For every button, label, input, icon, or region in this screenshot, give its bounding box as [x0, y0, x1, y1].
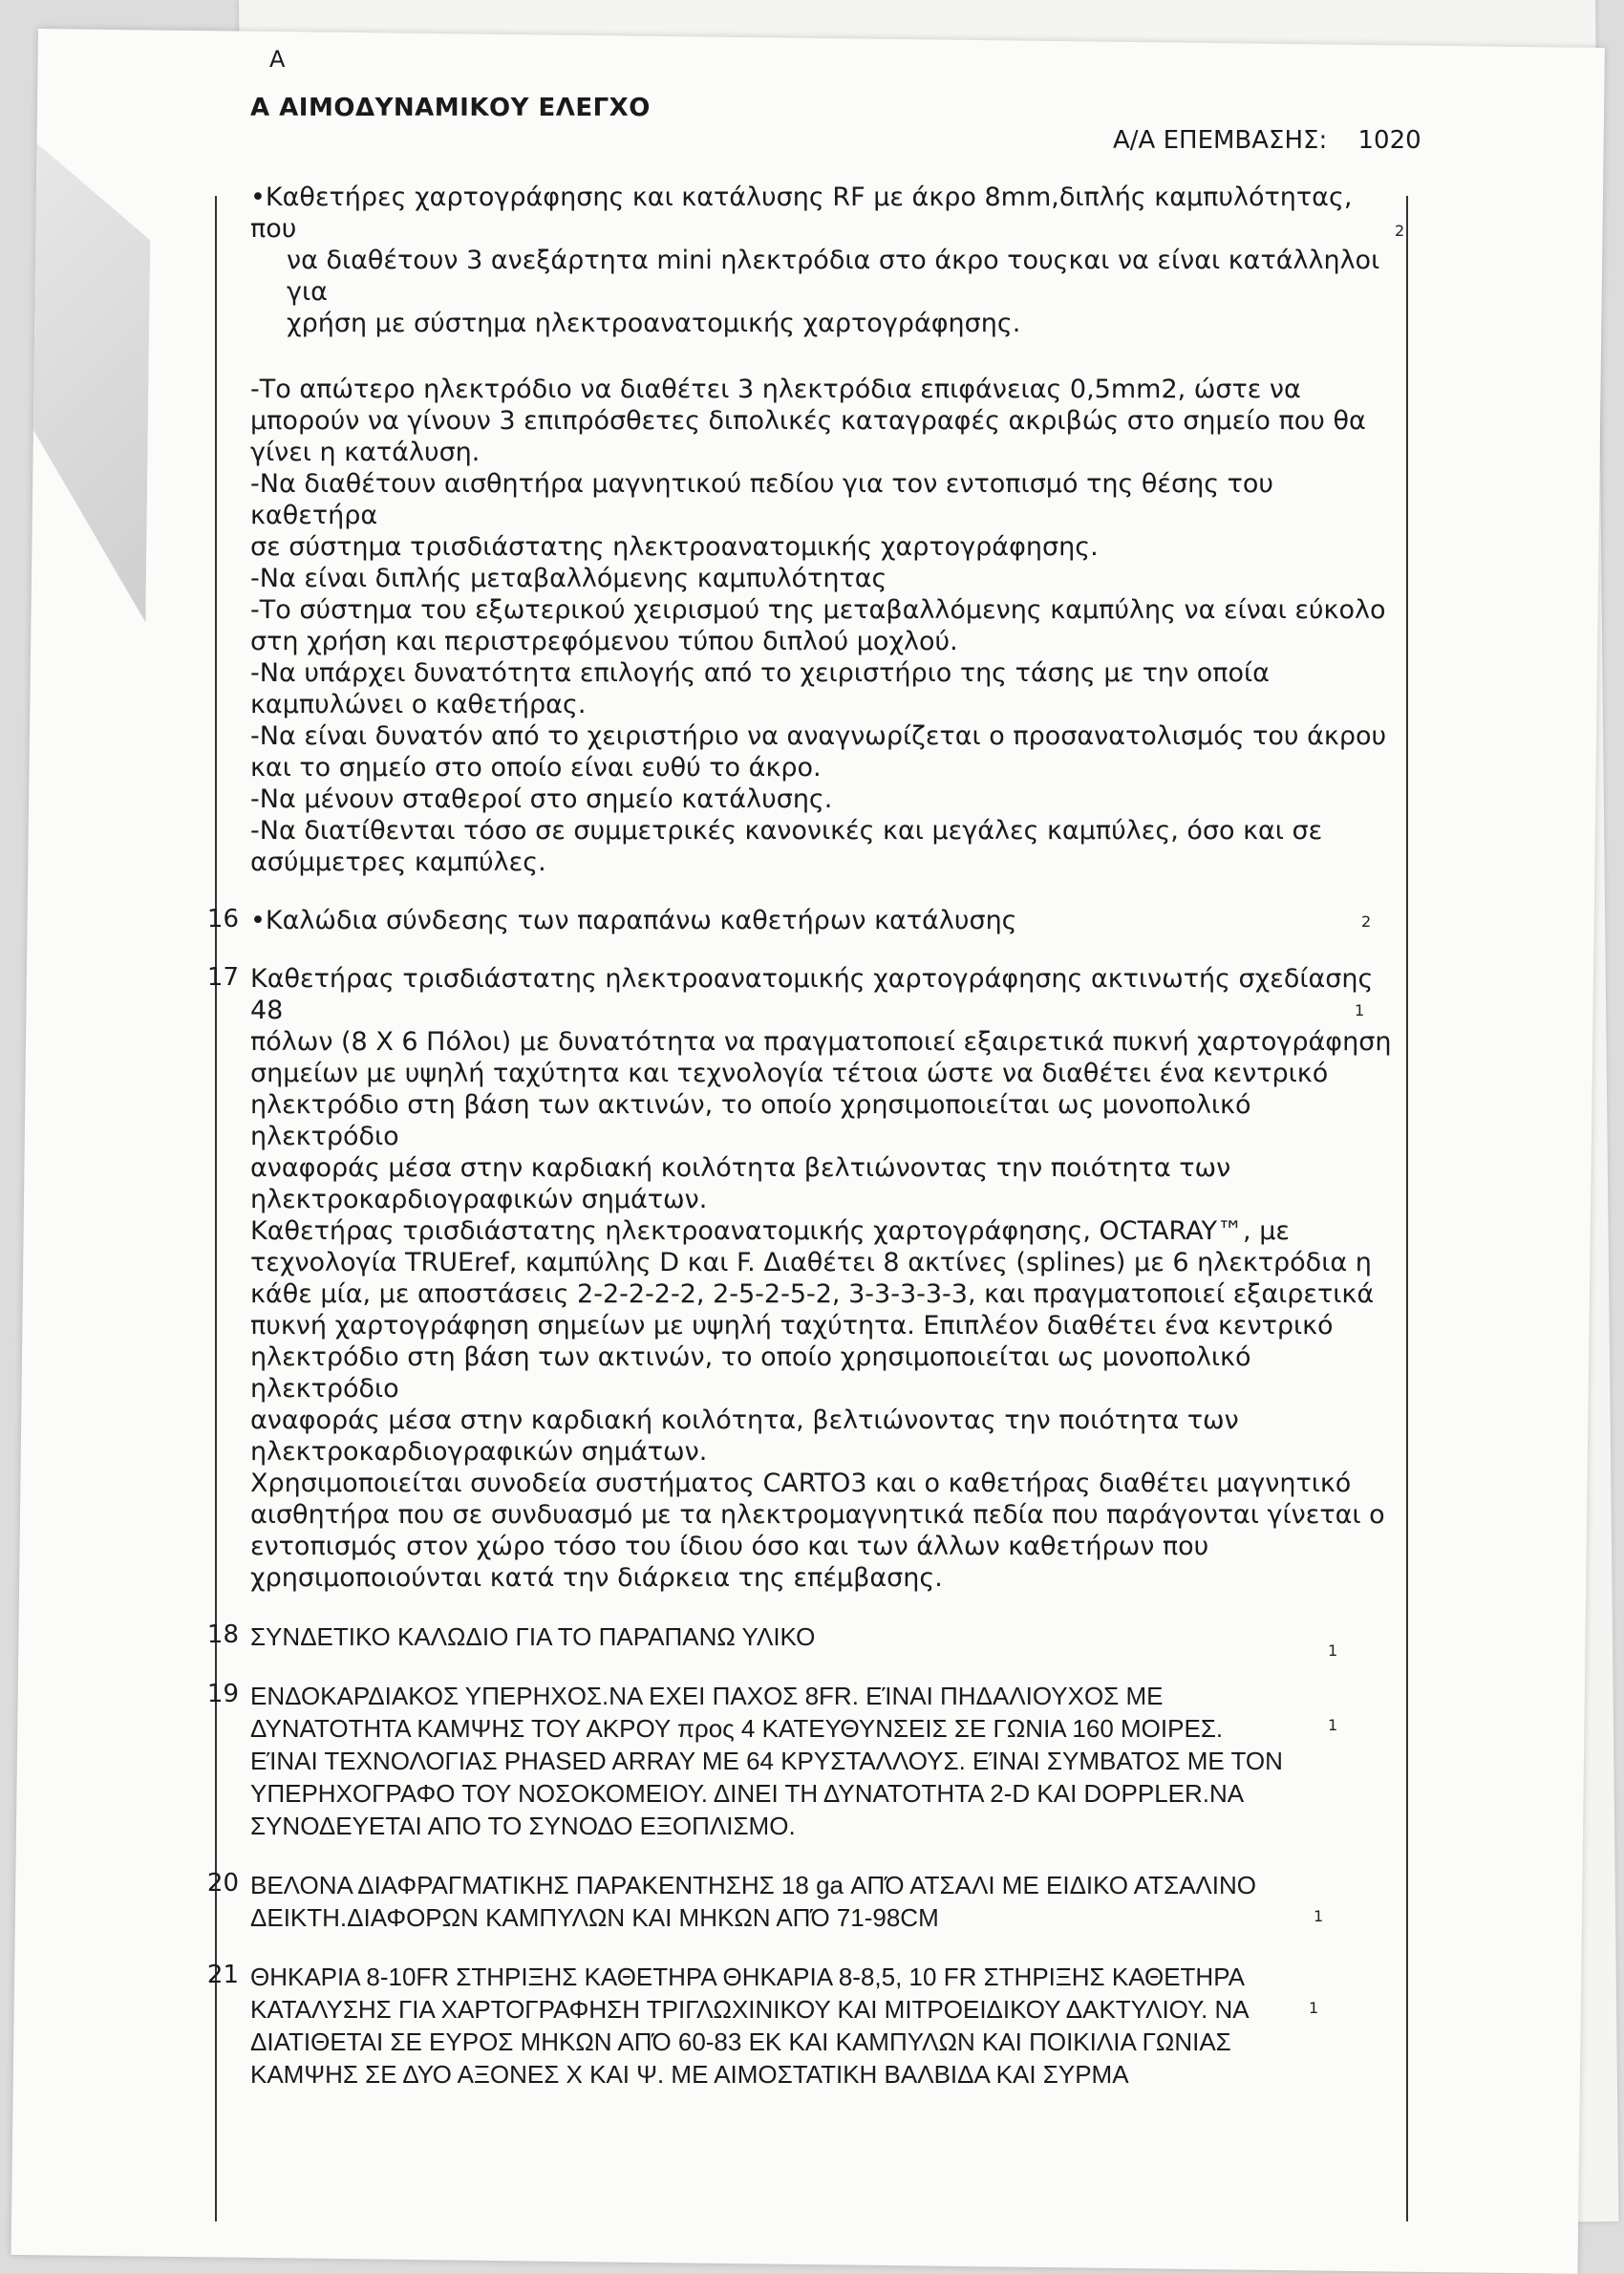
text-line: ΥΠΕΡΗΧΟΓΡΑΦΟ ΤΟΥ ΝΟΣΟΚΟΜΕΙΟΥ. ΔΙΝΕΙ ΤΗ ΔΥΝΑΤΟΤΗΤΑ 2-D ΚΑΙ DOPPLER.ΝΑ [250, 1779, 1245, 1808]
text-line: εντοπισμός στον χώρο τόσο του ίδιου όσο και των άλλων καθετήρων που [250, 1532, 1209, 1561]
item-text [250, 1680, 1404, 1842]
text-line: ΕΊΝΑΙ ΤΕΧΝΟΛΟΓΙΑΣ PHASED ARRAY ΜΕ 64 ΚΡΥΣΤΑΛΛΟΥΣ. ΕΊΝΑΙ ΣΥΜΒΑΤΟΣ ΜΕ ΤΟΝ [250, 1747, 1283, 1775]
text-line: σημείων με υψηλή ταχύτητα και τεχνολογία τέτοια ώστε να διαθέτει ένα κεντρικό [250, 1059, 1329, 1088]
item-number: 20 [206, 1869, 239, 1898]
quantity: 1 [1314, 1907, 1324, 1925]
text-line: τεχνολογία TRUEref, καμπύλης D και F. Διαθέτει 8 ακτίνες (splines) με 6 ηλεκτρόδια η [250, 1248, 1372, 1277]
text-line: και το σημείο στο οποίο είναι ευθύ το άκρο. [250, 753, 822, 783]
text-line: αισθητήρα που σε συνδυασμό με τα ηλεκτρομαγνητικά πεδία που παράγονται γίνεται ο [250, 1500, 1385, 1530]
item-text [250, 374, 1404, 878]
list-item [182, 1869, 1404, 1934]
document-title: Α ΑΙΜΟΔΥΝΑΜΙΚΟΥ ΕΛΕΓΧΟ [250, 94, 651, 122]
text-line: -Να διατίθενται τόσο σε συμμετρικές κανονικές και μεγάλες καμπύλες, όσο και σε [250, 816, 1323, 846]
item-text [250, 1620, 1404, 1653]
text-line: ηλεκτροκαρδιογραφικών σημάτων. [250, 1185, 708, 1214]
text-line: -Να μένουν σταθεροί στο σημείο κατάλυσης. [250, 784, 833, 814]
text-line: -Να είναι διπλής μεταβαλλόμενης καμπυλότητας [250, 564, 887, 593]
folded-corner [31, 143, 151, 622]
item-text [250, 1961, 1404, 2091]
quantity: 1 [1328, 1716, 1338, 1734]
quantity: 1 [1328, 1641, 1338, 1660]
text-line: χρησιμοποιούνται κατά την διάρκεια της επέμβασης. [250, 1563, 943, 1593]
item-text [250, 905, 1404, 936]
procedure-label: Α/Α ΕΠΕΜΒΑΣΗΣ: [1113, 126, 1328, 155]
item-text [250, 1869, 1404, 1934]
text-line: να διαθέτουν 3 ανεξάρτητα mini ηλεκτρόδια στο άκρο τουςκαι να είναι κατάλληλοι για [287, 246, 1380, 307]
item-number: 17 [206, 963, 239, 992]
text-line: ΕΝΔΟΚΑΡΔΙΑΚΟΣ ΥΠΕΡΗΧΟΣ.ΝΑ ΕΧΕΙ ΠΑΧΟΣ 8FR. ΕΊΝΑΙ ΠΗΔΑΛΙΟΥΧΟΣ ΜΕ [250, 1682, 1164, 1710]
item-number: 18 [206, 1620, 239, 1649]
text-line: •Καθετήρες χαρτογράφησης και κατάλυσης RF με άκρο 8mm,διπλής καμπυλότητας, που [250, 182, 1353, 244]
text-line: ΚΑΤΑΛΥΣΗΣ ΓΙΑ ΧΑΡΤΟΓΡΑΦΗΣΗ ΤΡΙΓΛΩΧΙΝΙΚΟΥ ΚΑΙ ΜΙΤΡΟΕΙΔΙΚΟΥ ΔΑΚΤΥΛΙΟΥ. ΝΑ [250, 1995, 1250, 2024]
text-line: πυκνή χαρτογράφηση σημείων με υψηλή ταχύτητα. Επιπλέον διαθέτει ένα κεντρικό [250, 1311, 1334, 1341]
procedure-id [1113, 126, 1421, 155]
text-line: χρήση με σύστημα ηλεκτροανατομικής χαρτογράφησης. [287, 309, 1021, 338]
item-number: 21 [206, 1961, 239, 1989]
text-line: ΚΑΜΨΗΣ ΣΕ ΔΥΟ ΑΞΟΝΕΣ Χ ΚΑΙ Ψ. ΜΕ ΑΙΜΟΣΤΑΤΙΚΗ ΒΑΛΒΙΔΑ ΚΑΙ ΣΥΡΜΑ [250, 2060, 1129, 2089]
text-line: ασύμμετρες καμπύλες. [250, 847, 546, 877]
text-line: ΘΗΚΑΡΙΑ 8-10FR ΣΤΗΡΙΞΗΣ ΚΑΘΕΤΗΡΑ ΘΗΚΑΡΙΑ 8-8,5, 10 FR ΣΤΗΡΙΞΗΣ ΚΑΘΕΤΗΡΑ [250, 1963, 1245, 1991]
text-line: -Να διαθέτουν αισθητήρα μαγνητικού πεδίου για τον εντοπισμό της θέσης του καθετήρα [250, 469, 1274, 530]
text-line: -Να είναι δυνατόν από το χειριστήριο να αναγνωρίζεται ο προσανατολισμός του άκρου [250, 721, 1387, 751]
text-line: σε σύστημα τρισδιάστατης ηλεκτροανατομικής χαρτογράφησης. [250, 532, 1099, 562]
text-line: ηλεκτρόδιο στη βάση των ακτινών, το οποίο χρησιμοποιείται ως μονοπολικό ηλεκτρόδιο [250, 1342, 1251, 1404]
list-item [182, 963, 1404, 1594]
item-number [182, 182, 250, 339]
text-line: ΔΕΙΚΤΗ.ΔΙΑΦΟΡΩΝ ΚΑΜΠΥΛΩΝ ΚΑΙ ΜΗΚΩΝ ΑΠΌ 71-98CM [250, 1903, 939, 1932]
quantity: 1 [1355, 1001, 1365, 1019]
corner-letter: A [269, 46, 286, 73]
text-line: γίνει η κατάλυση. [250, 438, 481, 467]
item-number: 16 [206, 905, 239, 933]
text-line: αναφοράς μέσα στην καρδιακή κοιλότητα βελτιώνοντας την ποιότητα των [250, 1153, 1231, 1183]
quantity: 2 [1395, 222, 1405, 240]
quantity: 1 [1309, 1999, 1319, 2017]
text-line: καμπυλώνει ο καθετήρας. [250, 690, 587, 719]
text-line: πόλων (8 Χ 6 Πόλοι) με δυνατότητα να πραγματοποιεί εξαιρετικά πυκνή χαρτογράφηση [250, 1027, 1392, 1057]
text-line: Χρησιμοποιείται συνοδεία συστήματος CARTO3 και ο καθετήρας διαθέτει μαγνητικό [250, 1469, 1352, 1498]
text-line: ΒΕΛΟΝΑ ΔΙΑΦΡΑΓΜΑΤΙΚΗΣ ΠΑΡΑΚΕΝΤΗΣΗΣ 18 ga ΑΠΌ ΑΤΣΑΛΙ ΜΕ ΕΙΔΙΚΟ ΑΤΣΑΛΙΝΟ [250, 1871, 1257, 1899]
text-line: Καθετήρας τρισδιάστατης ηλεκτροανατομικής χαρτογράφησης ακτινωτής σχεδίασης 48 [250, 964, 1374, 1025]
text-line: μπορούν να γίνουν 3 επιπρόσθετες διπολικές καταγραφές ακριβώς στο σημείο που θα [250, 406, 1366, 436]
text-line: •Καλώδια σύνδεσης των παραπάνω καθετήρων κατάλυσης [250, 906, 1017, 935]
text-line: αναφοράς μέσα στην καρδιακή κοιλότητα, βελτιώνοντας την ποιότητα των [250, 1405, 1239, 1435]
item-number [182, 374, 250, 878]
text-line: -Το σύστημα του εξωτερικού χειρισμού της μεταβαλλόμενης καμπύλης να είναι εύκολο [250, 595, 1386, 625]
procedure-number: 1020 [1357, 126, 1421, 155]
list-item [182, 374, 1404, 878]
text-line: ηλεκτρόδιο στη βάση των ακτινών, το οποίο χρησιμοποιείται ως μονοπολικό ηλεκτρόδιο [250, 1090, 1251, 1151]
text-line: ΣΥΝΔΕΤΙΚΟ ΚΑΛΩΔΙΟ ΓΙΑ ΤΟ ΠΑΡΑΠΑΝΩ ΥΛΙΚΟ [250, 1622, 816, 1651]
text-line: ΔΥΝΑΤΟΤΗΤΑ ΚΑΜΨΗΣ ΤΟΥ ΑΚΡΟΥ προς 4 ΚΑΤΕΥΘΥΝΣΕΙΣ ΣΕ ΓΩΝΙΑ 160 ΜΟΙΡΕΣ. [250, 1714, 1224, 1743]
item-number: 19 [206, 1680, 239, 1708]
text-line: κάθε μία, με αποστάσεις 2-2-2-2-2, 2-5-2-5-2, 3-3-3-3-3, και πραγματοποιεί εξαιρετικά [250, 1279, 1375, 1309]
text-line: ΣΥΝΟΔΕΥΕΤΑΙ ΑΠΟ ΤΟ ΣΥΝΟΔΟ ΕΞΟΠΛΙΣΜΟ. [250, 1812, 796, 1840]
quantity: 2 [1361, 912, 1372, 931]
items-list [182, 182, 1404, 2091]
list-item [182, 1620, 1404, 1660]
text-line: ΔΙΑΤΙΘΕΤΑΙ ΣΕ ΕΥΡΟΣ ΜΗΚΩΝ ΑΠΌ 60-83 ΕΚ ΚΑΙ ΚΑΜΠΥΛΩΝ ΚΑΙ ΠΟΙΚΙΛΙΑ ΓΩΝΙΑΣ [250, 2027, 1231, 2056]
list-item [182, 905, 1404, 936]
item-text [250, 963, 1404, 1594]
text-line: στη χρήση και περιστρεφόμενου τύπου διπλού μοχλού. [250, 627, 958, 656]
list-item [182, 1961, 1404, 2091]
text-line: ηλεκτροκαρδιογραφικών σημάτων. [250, 1437, 708, 1467]
text-line: Καθετήρας τρισδιάστατης ηλεκτροανατομικής χαρτογράφησης, OCTARAY™, με [250, 1216, 1290, 1246]
text-line: -Να υπάρχει δυνατότητα επιλογής από το χειριστήριο της τάσης με την οποία [250, 658, 1270, 688]
list-item [182, 182, 1404, 339]
item-text [250, 182, 1404, 339]
list-item [182, 1680, 1404, 1842]
text-line: -Το απώτερο ηλεκτρόδιο να διαθέτει 3 ηλεκτρόδια επιφάνειας 0,5mm2, ώστε να [250, 375, 1301, 404]
